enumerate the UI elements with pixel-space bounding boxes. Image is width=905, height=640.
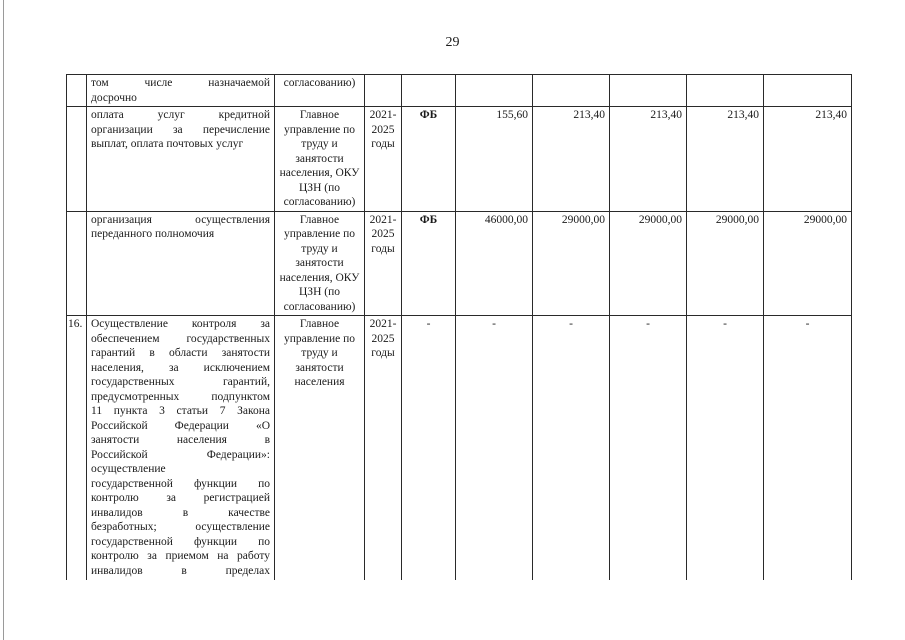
row-number [67, 75, 87, 107]
responsible-executor: Главное управление по труду и занятости населения [275, 316, 365, 581]
table-row [67, 107, 852, 212]
value-cell: 213,40 [764, 107, 852, 212]
period-cell: 2021-2025 годы [365, 316, 402, 581]
responsible-executor: Главное управление по труду и занятости населения, ОКУ ЦЗН (по согласованию) [275, 107, 365, 212]
value-cell: 29000,00 [610, 211, 687, 316]
responsible-executor: согласованию) [275, 75, 365, 107]
value-cell: 213,40 [533, 107, 610, 212]
measure-description: Осуществление контроля за обеспечением государственных гарантий в области занятости населения, за исключением государственных гарантий, предусмотренных подпунктом 11 пункта 3 статьи 7 Закона Российской Федерации «О занятости населения в Российской Федерации»: осуществление государственной функции по контролю за регистрацией инвалидов в качестве безработных; осуществление государственной функции по контролю за приемом на работу инвалидов в пределах [87, 316, 275, 581]
responsible-executor: Главное управление по труду и занятости населения, ОКУ ЦЗН (по согласованию) [275, 211, 365, 316]
page-number: 29 [445, 35, 460, 50]
value-cell: - [687, 316, 764, 581]
row-number [67, 107, 87, 212]
value-cell: 29000,00 [687, 211, 764, 316]
funding-source [402, 75, 456, 107]
measure-description: том числе назначаемой досрочно [87, 75, 275, 107]
value-cell [456, 75, 533, 107]
funding-source: - [402, 316, 456, 581]
program-table [66, 74, 852, 580]
period-cell: 2021-2025 годы [365, 107, 402, 212]
table-row [67, 316, 852, 581]
row-number: 16. [67, 316, 87, 581]
page-left-edge [3, 0, 4, 640]
value-cell: 29000,00 [533, 211, 610, 316]
value-cell: - [610, 316, 687, 581]
value-cell: 155,60 [456, 107, 533, 212]
period-cell: 2021-2025 годы [365, 211, 402, 316]
value-cell: - [764, 316, 852, 581]
value-cell [764, 75, 852, 107]
value-cell: 213,40 [687, 107, 764, 212]
value-cell [687, 75, 764, 107]
value-cell: 213,40 [610, 107, 687, 212]
value-cell: - [456, 316, 533, 581]
measure-description: оплата услуг кредитной организации за перечисление выплат, оплата почтовых услуг [87, 107, 275, 212]
row-number [67, 211, 87, 316]
funding-source: ФБ [402, 211, 456, 316]
value-cell [533, 75, 610, 107]
table-row [67, 211, 852, 316]
measure-description: организация осуществления переданного полномочия [87, 211, 275, 316]
funding-source: ФБ [402, 107, 456, 212]
table-row [67, 75, 852, 107]
value-cell: - [533, 316, 610, 581]
value-cell: 29000,00 [764, 211, 852, 316]
value-cell [610, 75, 687, 107]
period-cell [365, 75, 402, 107]
value-cell: 46000,00 [456, 211, 533, 316]
